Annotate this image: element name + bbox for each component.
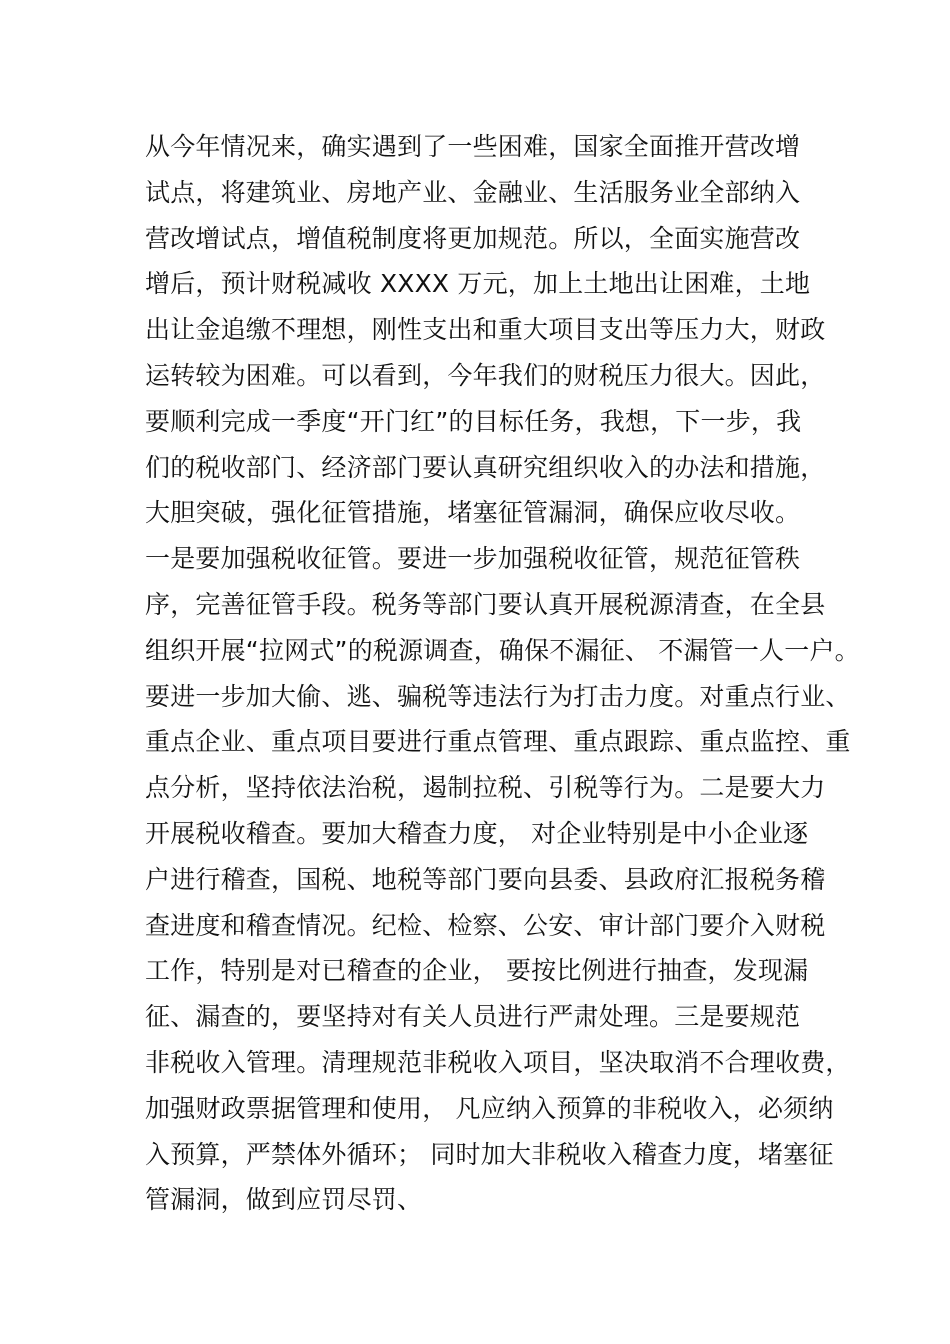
text-line: 工作，特别是对已稽查的企业， 要按比例进行抽查，发现漏 [145,956,809,986]
text-line: 从今年情况来，确实遇到了一些困难，国家全面推开营改增 [145,132,801,161]
text-line: 非税收入管理。清理规范非税收入项目，坚决取消不合理收费， [145,1047,851,1077]
text-line: 开展税收稽查。要加大稽查力度， 对企业特别是中小企业逐 [145,818,809,848]
text-line: 征、漏查的，要坚持对有关人员进行严肃处理。三是要规范 [145,1002,801,1032]
text-line: 点分析，坚持依法治税，遏制拉税、引税等行为。二是要大力 [145,773,826,803]
text-line: 一是要加强税收征管。要进一步加强税收征管，规范征管秩 [145,544,801,574]
text-line: 增后，预计财税减收 XXXX 万元，加上土地出让困难，土地 [145,269,811,299]
text-line: 重点企业、重点项目要进行重点管理、重点跟踪、重点监控、重 [145,727,851,757]
text-line: 们的税收部门、经济部门要认真研究组织收入的办法和措施， [145,452,826,482]
text-line: 要顺利完成一季度“开门红”的目标任务，我想，下一步，我 [145,406,802,436]
text-line: 组织开展“拉网式”的税源调查，确保不漏征、 不漏管一人一户。 [145,635,860,665]
text-line: 加强财政票据管理和使用， 凡应纳入预算的非税收入，必须纳 [145,1093,834,1123]
text-line: 管漏洞，做到应罚尽罚、 [145,1185,423,1215]
text-line: 户进行稽查，国税、地税等部门要向县委、县政府汇报税务稽 [145,864,826,894]
text-line: 出让金追缴不理想，刚性支出和重大项目支出等压力大，财政 [145,315,826,345]
text-line: 试点，将建筑业、房地产业、金融业、生活服务业全部纳入 [145,177,801,207]
text-line: 查进度和稽查情况。纪检、检察、公安、审计部门要介入财税 [145,910,826,940]
text-line: 序，完善征管手段。税务等部门要认真开展税源清查，在全县 [145,589,826,619]
text-line: 要进一步加大偷、逃、骗税等违法行为打击力度。对重点行业、 [145,681,851,711]
document-body [145,124,865,1223]
text-line: 入预算，严禁体外循环； 同时加大非税收入稽查力度，堵塞征 [145,1139,834,1169]
text-line: 大胆突破，强化征管措施，堵塞征管漏洞，确保应收尽收。 [145,498,801,528]
text-line: 运转较为困难。可以看到，今年我们的财税压力很大。因此， [145,360,826,390]
text-line: 营改增试点，增值税制度将更加规范。所以，全面实施营改 [145,223,801,253]
